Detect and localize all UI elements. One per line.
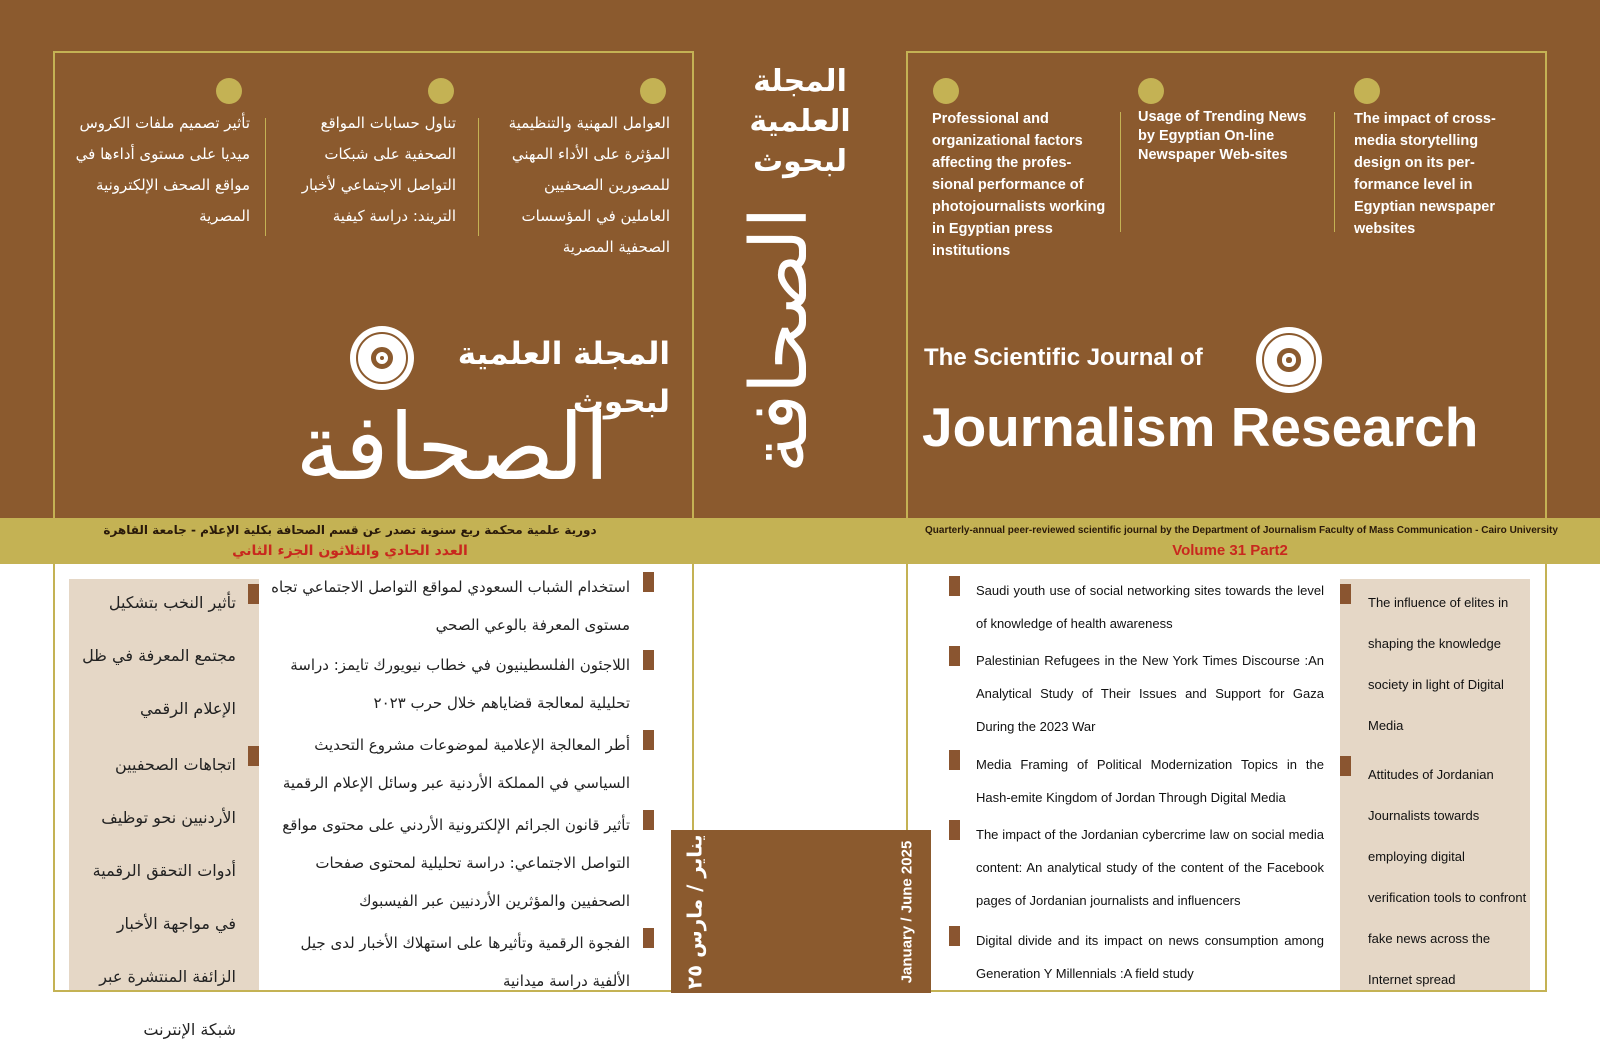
bullet-square (949, 820, 960, 840)
column-divider (1334, 112, 1335, 232)
english-volume-label: Volume 31 Part2 (1172, 542, 1288, 559)
spine-date-english: January / June 2025 (898, 840, 916, 984)
arabic-side-article-2: اتجاهات الصحفيين الأردنيين نحو توظيف أدوات التحقق الرقمية في مواجهة الأخبار الزائفة المنتشرة عبر شبكة الإنترنت (92, 755, 236, 1039)
bullet-square (248, 584, 259, 604)
bullet-square (949, 646, 960, 666)
column-divider (478, 118, 479, 236)
english-headline-2: Usage of Trending News by Egyptian On-line Newspaper Web-sites (1138, 109, 1307, 163)
spine-title-top: المجلة العلمية لبحوث (749, 64, 851, 179)
bullet-square (949, 576, 960, 596)
faculty-seal-logo (350, 326, 414, 390)
english-article-2: Palestinian Refugees in the New York Times Discourse :An Analytical Study of Their Issues and Support for Gaza During the 2023 War (976, 653, 1324, 734)
bullet-dot (1354, 78, 1380, 104)
english-journal-title-line1: The Scientific Journal of (924, 344, 1203, 371)
english-headline-1: Professional and organizational factors affecting the profes-sional performance of photojournalists working in Egyptian press institutions (932, 111, 1106, 259)
bullet-square (643, 928, 654, 948)
bullet-square (248, 746, 259, 766)
arabic-side-article-1: تأثير النخب بتشكيل مجتمع المعرفة في ظل الإعلام الرقمي (82, 593, 236, 718)
bullet-square (1340, 584, 1351, 604)
arabic-volume-label: العدد الحادي والثلاثون الجزء الثاني (232, 543, 468, 559)
spine-date-arabic: يناير / مارس ٢٠٢٥ (682, 834, 707, 1014)
bullet-square (1340, 756, 1351, 776)
english-cover-subtitle: Quarterly-annual peer-reviewed scientific journal by the Department of Journalism Faculty of Mass Communication - Cairo University (925, 525, 1558, 536)
arabic-cover-subtitle: دورية علمية محكمة ربع سنوية تصدر عن قسم الصحافة بكلية الإعلام - جامعة القاهرة (103, 523, 597, 537)
english-article-1: Saudi youth use of social networking sites towards the level of knowledge of health awareness (976, 583, 1324, 631)
arabic-headline-1: العوامل المهنية والتنظيمية المؤثرة على الأداء المهني للمصورين الصحفيين العاملين في المؤسسات الصحفية المصرية (508, 114, 670, 256)
english-headline-3: The impact of cross-media storytelling design on its per-formance level in Egyptian newspaper websites (1354, 111, 1496, 237)
english-article-4: The impact of the Jordanian cybercrime law on social media content: An analytical study of the content of the Facebook pages of Jordanian journalists and influencers (976, 827, 1324, 908)
arabic-headline-3: تأثير تصميم ملفات الكروس ميديا على مستوى أداءها في مواقع الصحف الإلكترونية المصرية (75, 114, 250, 225)
bullet-dot (216, 78, 242, 104)
english-article-3: Media Framing of Political Modernization Topics in the Hash-emite Kingdom of Jordan Through Digital Media (976, 757, 1324, 805)
arabic-journal-title-big: الصحافة (295, 394, 610, 501)
bullet-square (949, 926, 960, 946)
english-article-5: Digital divide and its impact on news consumption among Generation Y Millennials :A field study (976, 933, 1324, 981)
column-divider (265, 118, 266, 236)
arabic-journal-title-line1: المجلة العلمية لبحوث (457, 336, 670, 420)
bullet-square (949, 750, 960, 770)
column-divider (1120, 112, 1121, 232)
spine-date-bar (671, 830, 931, 1014)
bullet-dot (428, 78, 454, 104)
bullet-square (643, 572, 654, 592)
bullet-square (643, 650, 654, 670)
english-journal-title-big: Journalism Research (922, 396, 1479, 458)
spine-title-big: الصحافة (735, 206, 825, 474)
bullet-dot (933, 78, 959, 104)
arabic-headline-2: تناول حسابات المواقع الصحفية على شبكات التواصل الاجتماعي لأخبار التريند: دراسة كيفية (301, 114, 456, 225)
bullet-square (643, 730, 654, 750)
arabic-article-4: تأثير قانون الجرائم الإلكترونية الأردني على محتوى مواقع التواصل الاجتماعي: دراسة تحليلية لمحتوى صفحات الصحفيين والمؤثرين الأردنيين عبر الفيسبوك (282, 816, 630, 910)
bullet-dot (1138, 78, 1164, 104)
arabic-article-1: استخدام الشباب السعودي لمواقع التواصل الاجتماعي تجاه مستوى المعرفة بالوعي الصحي (271, 578, 630, 634)
bullet-dot (640, 78, 666, 104)
arabic-article-2: اللاجئون الفلسطينيون في خطاب نيويورك تايمز: دراسة تحليلية لمعالجة قضاياهم خلال حرب ٢٠٢٣ (290, 656, 630, 712)
arabic-article-5: الفجوة الرقمية وتأثيرها على استهلاك الأخبار لدى جيل الألفية دراسة ميدانية (300, 934, 630, 990)
english-side-article-2: Attitudes of Jordanian Journalists towards employing digital verification tools to confront fake news across the Internet spread (1368, 767, 1527, 987)
faculty-seal-logo (1256, 327, 1322, 393)
bullet-square (643, 810, 654, 830)
english-side-article-1: The influence of elites in shaping the knowledge society in light of Digital Media (1368, 595, 1509, 733)
arabic-article-3: أطر المعالجة الإعلامية لموضوعات مشروع التحديث السياسي في المملكة الأردنية عبر وسائل الإعلام الرقمية (282, 736, 630, 792)
